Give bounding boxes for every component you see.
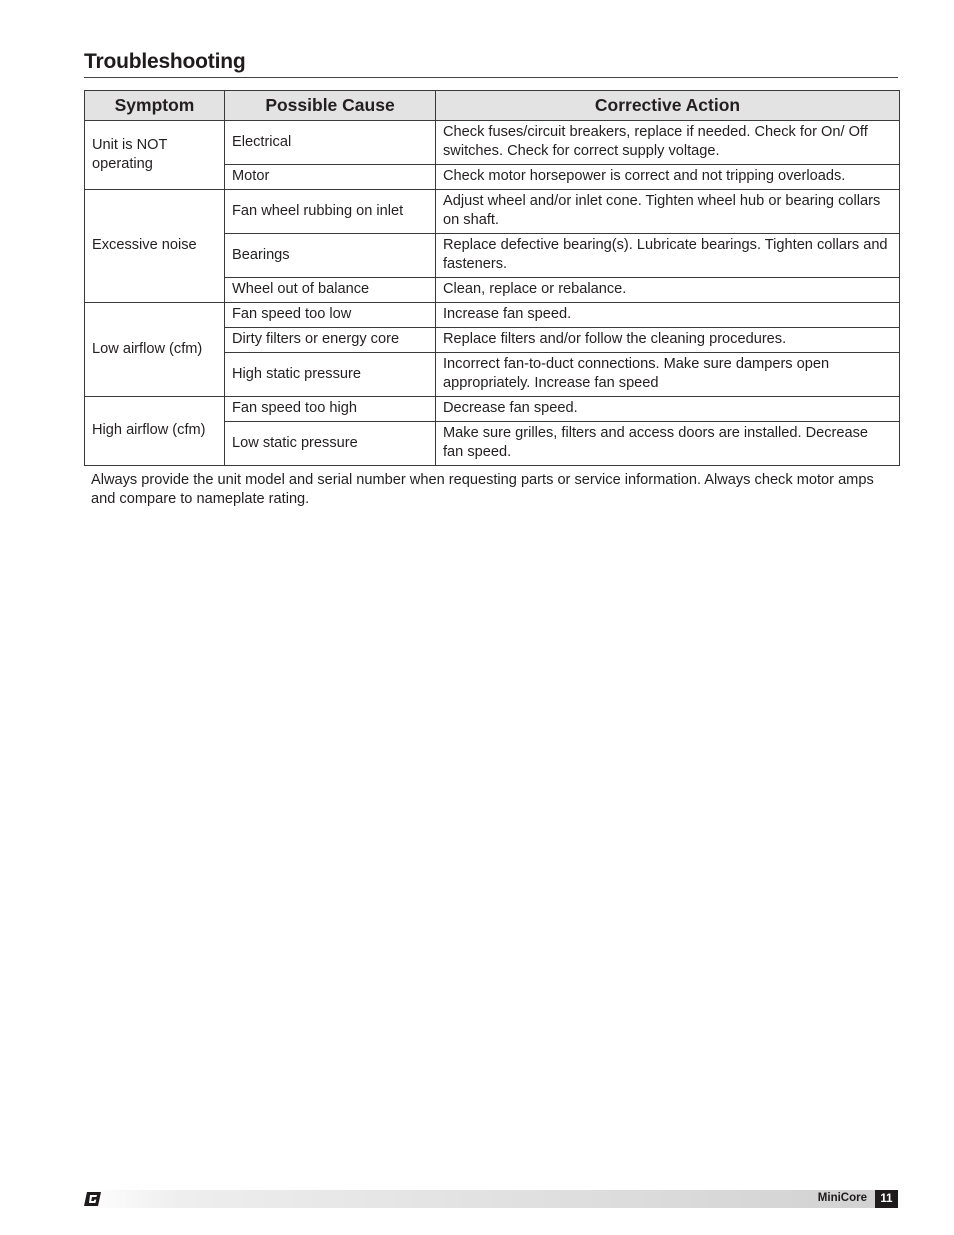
header-symptom: Symptom — [85, 91, 225, 121]
header-corrective-action: Corrective Action — [436, 91, 900, 121]
action-cell: Decrease fan speed. — [436, 397, 900, 422]
table-row — [85, 121, 900, 165]
cause-cell: Electrical — [225, 121, 436, 165]
title-divider — [84, 77, 898, 78]
cause-cell: Low static pressure — [225, 422, 436, 466]
service-note: Always provide the unit model and serial number when requesting parts or service information. Always check motor amps and compare to nameplate rating. — [91, 472, 874, 507]
symptom-cell: Excessive noise — [85, 190, 225, 303]
troubleshooting-table — [84, 90, 900, 466]
cause-cell: High static pressure — [225, 353, 436, 397]
cause-cell: Fan speed too low — [225, 303, 436, 328]
action-cell: Replace filters and/or follow the cleaning procedures. — [436, 328, 900, 353]
action-cell: Incorrect fan-to-duct connections. Make sure dampers open appropriately. Increase fan speed — [436, 353, 900, 397]
cause-cell: Bearings — [225, 234, 436, 278]
symptom-cell: Low airflow (cfm) — [85, 303, 225, 397]
footer-product-name: MiniCore — [817, 1192, 867, 1204]
action-cell: Increase fan speed. — [436, 303, 900, 328]
cause-cell: Motor — [225, 165, 436, 190]
table-row — [85, 303, 900, 328]
cause-cell: Wheel out of balance — [225, 278, 436, 303]
symptom-cell: High airflow (cfm) — [85, 397, 225, 466]
greenheck-logo-icon — [84, 1191, 103, 1207]
action-cell: Make sure grilles, filters and access doors are installed. Decrease fan speed. — [436, 422, 900, 466]
header-possible-cause: Possible Cause — [225, 91, 436, 121]
table-row — [85, 190, 900, 234]
table-header-row — [85, 91, 900, 121]
action-cell: Check fuses/circuit breakers, replace if needed. Check for On/ Off switches. Check for correct supply voltage. — [436, 121, 900, 165]
cause-cell: Dirty filters or energy core — [225, 328, 436, 353]
cause-cell: Fan wheel rubbing on inlet — [225, 190, 436, 234]
action-cell: Clean, replace or rebalance. — [436, 278, 900, 303]
table-row — [85, 397, 900, 422]
action-cell: Check motor horsepower is correct and not tripping overloads. — [436, 165, 900, 190]
cause-cell: Fan speed too high — [225, 397, 436, 422]
symptom-cell: Unit is NOT operating — [85, 121, 225, 190]
action-cell: Replace defective bearing(s). Lubricate bearings. Tighten collars and fasteners. — [436, 234, 900, 278]
page-title: Troubleshooting — [84, 50, 246, 73]
footer-bar — [84, 1190, 875, 1208]
action-cell: Adjust wheel and/or inlet cone. Tighten wheel hub or bearing collars on shaft. — [436, 190, 900, 234]
page-number-badge: 11 — [875, 1190, 898, 1208]
